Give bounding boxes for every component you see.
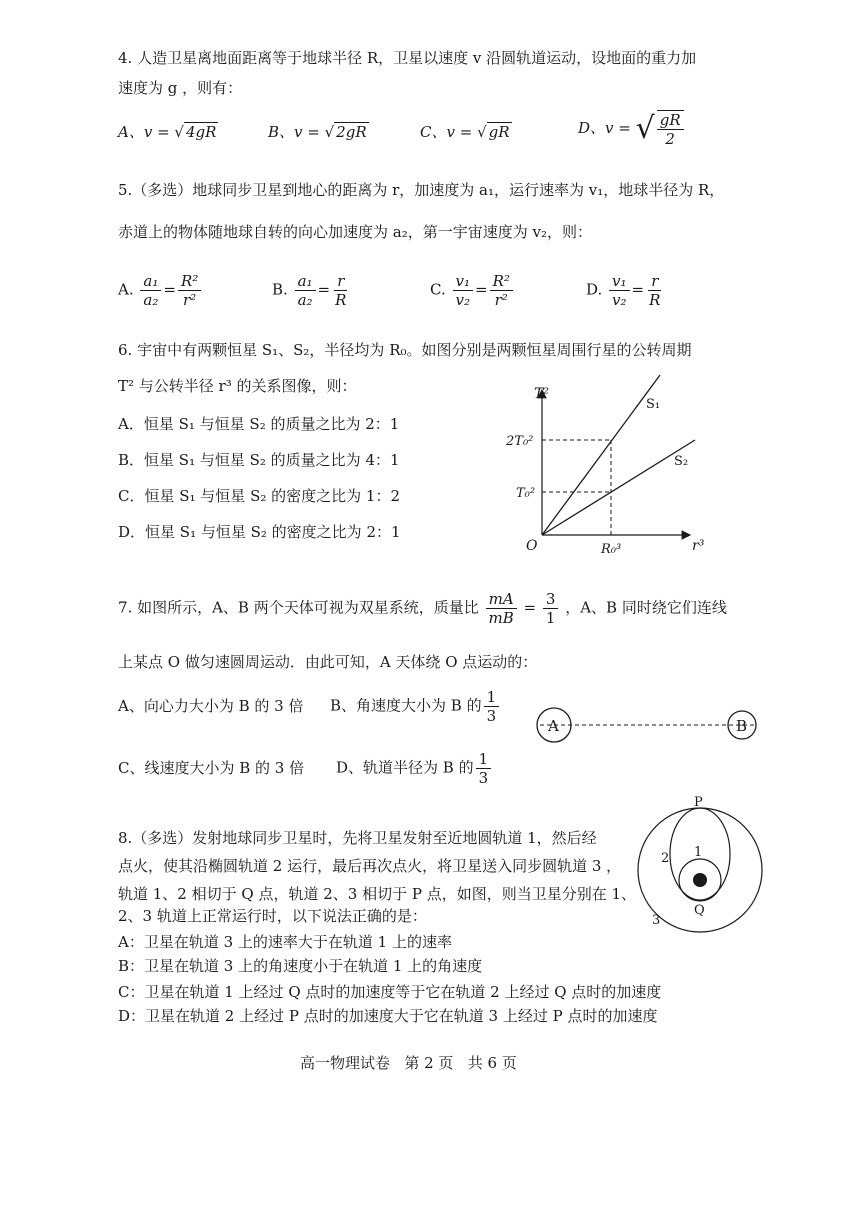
- q5-a-den1: a₂: [143, 291, 159, 309]
- q8-option-a: A：卫星在轨道 3 上的速率大于在轨道 1 上的速率: [118, 933, 452, 951]
- q6-option-d: D．恒星 S₁ 与恒星 S₂ 的密度之比为 2：1: [118, 523, 401, 541]
- q5-line2: 赤道上的物体随地球自转的向心加速度为 a₂，第一宇宙速度为 v₂，则：: [118, 223, 592, 241]
- q5-option-b: B. $\frac{\text{a₁}}{\text{a₂}}$ = $\frac{r}{R}$: [272, 272, 351, 309]
- q6-tick-r0: R₀³: [601, 542, 622, 557]
- q6-x-axis-label: r³: [692, 538, 705, 554]
- q6-label-s1: S₁: [646, 397, 661, 412]
- q5-d-num2: r: [648, 272, 661, 291]
- q7-option-b-frac-num: 1: [484, 688, 500, 707]
- q5-d-den1: v₂: [612, 291, 627, 309]
- q8-label-p: P: [694, 795, 703, 810]
- q7-label-b: B: [736, 717, 748, 735]
- q4-option-a-expr: 4gR: [185, 123, 217, 141]
- q8-label-orbit-3: 3: [652, 913, 661, 928]
- q7-figure: [530, 704, 770, 746]
- q5-c-den1: v₂: [455, 291, 470, 309]
- q6-option-b: B．恒星 S₁ 与恒星 S₂ 的质量之比为 4：1: [118, 451, 400, 469]
- q4-option-d-label: D、v =: [578, 119, 631, 137]
- q6-line2: T² 与公转半径 r³ 的关系图像，则：: [118, 377, 357, 395]
- q4-option-a-label: A、v =: [118, 123, 170, 141]
- q5-d-num1: v₁: [609, 272, 630, 291]
- q5-option-d-label: D.: [586, 280, 603, 299]
- q7-option-c: C、线速度大小为 B 的 3 倍: [118, 759, 305, 777]
- q5-option-b-label: B.: [272, 280, 288, 299]
- q6-label-s2: S₂: [674, 454, 689, 469]
- q5-b-den1: a₂: [297, 291, 313, 309]
- q6-y-axis-label: T²: [534, 386, 549, 402]
- q5-b-den2: R: [335, 291, 347, 309]
- q8-line3: 轨道 1、2 相切于 Q 点，轨道 2、3 相切于 P 点，如图，则当卫星分别在 1、: [118, 885, 637, 903]
- q6-graph: [500, 370, 720, 560]
- q4-option-c-label: C、v =: [420, 123, 473, 141]
- q4-option-c: C、v = √ gR: [420, 123, 510, 141]
- q7-ratio-eq: =: [523, 598, 537, 617]
- q4-option-d-num: gR: [657, 111, 684, 130]
- q8-option-b: B：卫星在轨道 3 上的角速度小于在轨道 1 上的角速度: [118, 957, 483, 975]
- q8-line4: 2、3 轨道上正常运行时，以下说法正确的是：: [118, 907, 427, 925]
- q5-line1: 5.（多选）地球同步卫星到地心的距离为 r，加速度为 a₁，运行速率为 v₁，地球半径为 R，: [118, 181, 725, 199]
- q4-option-a: A、v = √ 4gR: [118, 123, 217, 141]
- q7-ratio-den: mB: [488, 609, 514, 627]
- q5-option-d: D. $\frac{\text{v₁}}{\text{v₂}}$ = $\frac{r}{R}$: [586, 272, 665, 309]
- q6-option-a: A．恒星 S₁ 与恒星 S₂ 的质量之比为 2：1: [118, 415, 400, 433]
- q7-ratio-val-num: 3: [543, 590, 559, 609]
- q5-option-c-label: C.: [430, 280, 446, 299]
- q6-tick-t0: T₀²: [516, 486, 536, 501]
- q5-a-num2: R²: [178, 272, 201, 291]
- q7-option-b: [330, 688, 501, 725]
- q5-c-den2: r²: [494, 291, 508, 309]
- q7-option-d-frac-den: 3: [478, 769, 489, 787]
- q7-label-a: A: [548, 717, 559, 735]
- q8-option-d: D：卫星在轨道 2 上经过 P 点时的加速度大于它在轨道 3 上经过 P 点时的加速度: [118, 1007, 658, 1025]
- q7-option-d: [336, 750, 493, 787]
- q5-b-num1: a₁: [295, 272, 316, 291]
- q5-c-num1: v₁: [453, 272, 474, 291]
- q7-ratio-val-den: 1: [545, 609, 556, 627]
- q5-option-a: A. $\frac{\text{a₁}}{\text{a₂}}$ = $\frac{\text{R²}}{\text{r²}}$: [118, 272, 203, 309]
- q5-d-den2: R: [649, 291, 661, 309]
- q4-line2: 速度为 g ，则有：: [118, 79, 243, 97]
- footer-total: 共 6 页: [467, 1054, 517, 1072]
- q5-b-num2: r: [334, 272, 347, 291]
- q5-a-num1: a₁: [140, 272, 161, 291]
- q8-label-orbit-1: 1: [694, 845, 703, 860]
- q5-c-num2: R²: [490, 272, 513, 291]
- q4-option-c-expr: gR: [488, 123, 510, 141]
- q5-option-c: C. $\frac{\text{v₁}}{\text{v₂}}$ = $\frac{\text{R²}}{\text{r²}}$: [430, 272, 515, 309]
- footer-subject: 高一物理试卷: [300, 1054, 391, 1072]
- q6-line1: 6. 宇宙中有两颗恒星 S₁、S₂，半径均为 R₀。如图分别是两颗恒星周围行星的公转周期: [118, 341, 692, 359]
- q7-line1-post: ，A、B 同时绕它们连线: [565, 598, 727, 617]
- q8-label-orbit-2: 2: [661, 851, 670, 866]
- q7-option-a: A、向心力大小为 B 的 3 倍: [118, 697, 304, 715]
- q4-option-b-expr: 2gR: [336, 123, 367, 141]
- footer-page: 第 2 页: [404, 1054, 454, 1072]
- q7-line2: 上某点 O 做匀速圆周运动．由此可知，A 天体绕 O 点运动的：: [118, 653, 538, 671]
- q6-tick-2t0: 2T₀²: [506, 434, 534, 449]
- q6-line-s2: [542, 440, 695, 535]
- q7-line1-pre: 7. 如图所示，A、B 两个天体可视为双星系统，质量比: [118, 598, 479, 617]
- q8-orbit-figure: [628, 790, 776, 940]
- q6-line-s1: [542, 375, 660, 535]
- q6-option-c: C．恒星 S₁ 与恒星 S₂ 的密度之比为 1：2: [118, 487, 400, 505]
- q8-earth: [693, 873, 707, 887]
- q8-line1: 8.（多选）发射地球同步卫星时，先将卫星发射至近地圆轨道 1，然后经: [118, 829, 597, 847]
- q4-option-b: B、v = √ 2gR: [268, 123, 367, 141]
- q8-option-c: C：卫星在轨道 1 上经过 Q 点时的加速度等于它在轨道 2 上经过 Q 点时的加速度: [118, 983, 662, 1001]
- q8-line2: 点火，使其沿椭圆轨道 2 运行，最后再次点火，将卫星送入同步圆轨道 3 ，: [118, 857, 622, 875]
- q7-option-b-frac-den: 3: [486, 707, 497, 725]
- q5-option-a-label: A.: [118, 280, 134, 299]
- q4-line1: 4. 人造卫星离地面距离等于地球半径 R，卫星以速度 v 沿圆轨道运动，设地面的重力加: [118, 49, 697, 67]
- page-footer: [300, 1052, 517, 1073]
- q5-a-den2: r²: [183, 291, 197, 309]
- q7-option-d-text: D、轨道半径为 B 的: [336, 758, 474, 777]
- q7-option-b-text: B、角速度大小为 B 的: [330, 696, 482, 715]
- q7-line1: [118, 590, 727, 627]
- q8-label-q: Q: [694, 903, 705, 918]
- q7-option-d-frac-num: 1: [476, 750, 492, 769]
- q4-option-d-den: 2: [665, 130, 675, 148]
- q6-origin-label: O: [526, 538, 538, 554]
- q4-option-d: D、v = √ $\frac{gR}{2}$: [578, 110, 686, 148]
- q7-ratio-num: mA: [486, 590, 517, 609]
- q4-option-b-label: B、v =: [268, 123, 320, 141]
